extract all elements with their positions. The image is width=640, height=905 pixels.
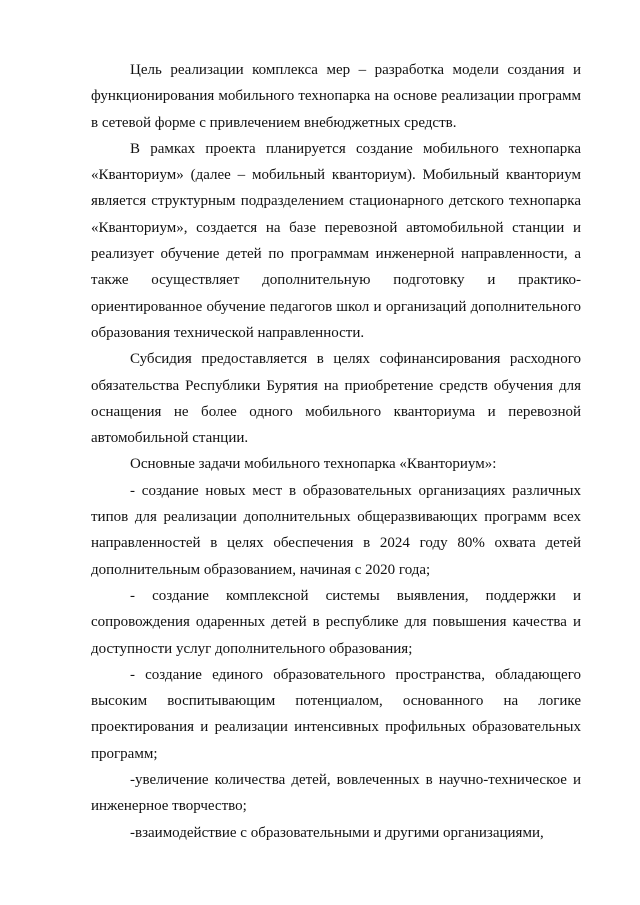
paragraph-project: В рамках проекта планируется создание мобильного технопарка «Кванториум» (далее – мобильный кванториум). Мобильный кванториум является структурным подразделением стационарного детского технопарка «Кванториум», создается на базе перевозной автомобильной станции и реализует обучение детей по программам инженерной направленности, а также осуществляет дополнительную подготовку и практико-ориентированное обучение педагогов школ и организаций дополнительного образования технической направленности. — [91, 140, 581, 341]
list-item-engineering-creativity: -увеличение количества детей, вовлеченных в научно-техническое и инженерное творчество; — [91, 772, 581, 815]
paragraph-tasks-heading: Основные задачи мобильного технопарка «Кванториум»: — [130, 456, 497, 473]
list-item-cooperation: -взаимодействие с образовательными и другими организациями, — [130, 824, 544, 841]
list-item-educational-space: - создание единого образовательного пространства, обладающего высоким воспитывающим потенциалом, основанного на логике проектирования и реализации интенсивных профильных образовательных программ; — [91, 666, 581, 762]
list-item-gifted-children: - создание комплексной системы выявления, поддержки и сопровождения одаренных детей в республике для повышения качества и доступности услуг дополнительного образования; — [91, 587, 581, 657]
list-item-new-places: - создание новых мест в образовательных организациях различных типов для реализации дополнительных общеразвивающих программ всех направленностей в целях обеспечения в 2024 году 80% охвата детей дополнительным образованием, начиная с 2020 года; — [91, 482, 581, 578]
paragraph-goal: Цель реализации комплекса мер – разработка модели создания и функционирования мобильного технопарка на основе реализации программ в сетевой форме с привлечением внебюджетных средств. — [91, 62, 581, 131]
document-page — [91, 57, 581, 846]
paragraph-subsidy: Субсидия предоставляется в целях софинансирования расходного обязательства Республики Бурятия на приобретение средств обучения для оснащения не более одного мобильного кванториума и перевозной автомобильной станции. — [91, 351, 581, 447]
